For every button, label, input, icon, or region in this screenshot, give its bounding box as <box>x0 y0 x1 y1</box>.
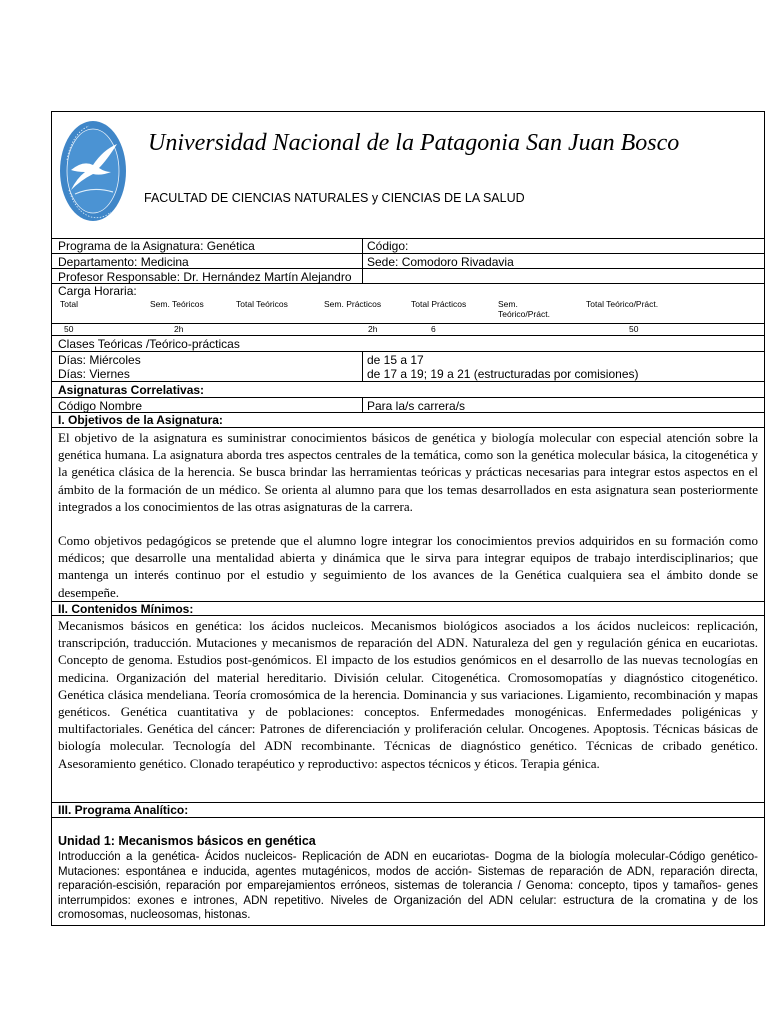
hours-values-row <box>52 324 764 336</box>
programa-body <box>52 818 764 925</box>
albatross-emblem-icon <box>59 120 127 222</box>
document-header <box>52 112 764 239</box>
day-2: Días: Viernes <box>58 367 130 381</box>
syllabus-document <box>51 111 765 926</box>
hours-value: 2h <box>368 324 378 334</box>
info-row-programa <box>52 238 764 254</box>
info-row-carga <box>52 284 764 298</box>
hours-header: Total Prácticos <box>411 299 467 309</box>
correlativas-col-carreras: Para la/s carrera/s <box>367 399 466 413</box>
correlativas-col-codigo: Código Nombre <box>58 399 143 413</box>
hours-header: Total <box>60 299 78 309</box>
codigo-label: Código: <box>367 239 409 253</box>
correlativas-title: Asignaturas Correlativas: <box>58 383 205 397</box>
time-2: de 17 a 19; 19 a 21 (estructuradas por comisiones) <box>367 367 639 381</box>
hours-header: Sem. Teórico/Práct. <box>498 299 550 319</box>
contenidos-body <box>52 616 764 803</box>
objetivos-title: I. Objetivos de la Asignatura: <box>58 413 223 427</box>
objetivos-paragraph-2: Como objetivos pedagógicos se pretende que el alumno logre integrar los conocimientos previos adquiridos en su formación como médicos; que desarrolle una mentalidad abierta y dinámica que le sirva para integrar equipos de trabajo interdisciplinarios; que mantenga un interés continuo por el estudio y seguimiento de los avances de la Genética cualquiera sea el ámbito donde se desempeñe. <box>58 533 758 600</box>
contenidos-paragraph: Mecanismos básicos en genética: los ácidos nucleicos. Mecanismos biológicos asociados a los ácidos nucleicos: replicación, transcripción, traducción. Mutaciones y mecanismos de reparación del ADN. Naturaleza del gen y regulación génica en eucariotas. Concepto de genoma. Estudios post-genómicos. El impacto de los estudios genómicos en el desarrollo de las nuevas tecnologías en medicina. Organización del material hereditario. División celular. Citogenética. Cromosomopatías y diagnóstico citogenético. Genética clásica mendeliana. Teoría cromosómica de la herencia. Dominancia y sus variaciones. Ligamiento, recombinación y mapas genéticos. Genética cuantitativa y de poblaciones: conceptos. Enfermedades monogénicas. Enfermedades poligénicas y multifactoriales. Genética del cáncer: Patrones de diferenciación y proliferación celular. Oncogenes. Apoptosis. Técnicas básicas de biología molecular. Tecnología del ADN recombinante. Técnicas de diagnóstico genético. Técnicas de cribado genético. Asesoramiento genético. Clonado terapéutico y reproductivo: aspectos técnicos y éticos. Terapia génica. <box>58 618 758 771</box>
correlativas-title-row <box>52 382 764 398</box>
day-1: Días: Miércoles <box>58 353 141 367</box>
time-1: de 15 a 17 <box>367 353 424 367</box>
hours-value: 50 <box>64 324 74 334</box>
classes-title: Clases Teóricas /Teórico-prácticas <box>58 337 240 351</box>
university-title: Universidad Nacional de la Patagonia San Juan Bosco <box>148 130 680 156</box>
objetivos-paragraph-1: El objetivo de la asignatura es suministrar conocimientos básicos de genética y biología molecular con especial atención sobre la genética humana. La asignatura aborda tres aspectos centrales de la temática, como son la genética molecular básica, la citogenética y la genética clásica de la herencia. Se busca brindar las herramientas teóricas y prácticas necesarias para integrar estos aspectos en el ámbito de la formación de un médico. Se orienta al alumno para que los temas desarrollados en esta asignatura sean posteriormente integrados a los conocimientos de las otras asignaturas de la carrera. <box>58 430 758 514</box>
hours-header: Total Teórico/Práct. <box>586 299 659 309</box>
programa-title-row <box>52 803 764 818</box>
contenidos-title: II. Contenidos Mínimos: <box>58 602 194 616</box>
classes-title-row <box>52 336 764 352</box>
unidad-1-title: Unidad 1: Mecanismos básicos en genética <box>58 834 316 848</box>
correlativas-columns-row <box>52 398 764 413</box>
hours-header: Total Teóricos <box>236 299 288 309</box>
faculty-name: FACULTAD DE CIENCIAS NATURALES y CIENCIAS DE LA SALUD <box>144 191 525 205</box>
info-row-departamento <box>52 254 764 269</box>
info-row-profesor <box>52 269 764 284</box>
programa-label: Programa de la Asignatura: Genética <box>58 239 255 253</box>
hours-value: 2h <box>174 324 184 334</box>
classes-schedule-row <box>52 352 764 382</box>
hours-header: Sem. Teóricos <box>150 299 204 309</box>
carga-label: Carga Horaria: <box>58 284 137 298</box>
objetivos-body <box>52 428 764 602</box>
programa-analitico-title: III. Programa Analítico: <box>58 803 189 817</box>
hours-header-row <box>52 298 764 324</box>
objetivos-title-row <box>52 413 764 428</box>
hours-value: 50 <box>629 324 639 334</box>
sede-label: Sede: Comodoro Rivadavia <box>367 255 514 269</box>
profesor-label: Profesor Responsable: Dr. Hernández Martín Alejandro <box>58 270 352 284</box>
contenidos-title-row <box>52 602 764 616</box>
hours-header: Sem. Prácticos <box>324 299 382 309</box>
unidad-1-text: Introducción a la genética- Ácidos nucleicos- Replicación de ADN en eucariotas- Dogma de la biología molecular-Código genético- Mutaciones: espontánea e inducida, agentes mutagénicos, modos de acción- Sistemas de reparación de ADN, reparación directa, reparación-escisión, reparación por emparejamientos erróneos, sistemas de tolerancia / Genoma: concepto, tipos y tamaños- genes interrumpidos: exones e intrones, ADN repetitivo. Niveles de Organización del ADN celular: estructura de la cromatina y de los cromosomas, nucleosomas, histonas. <box>58 851 758 922</box>
hours-value: 6 <box>431 324 436 334</box>
departamento-label: Departamento: Medicina <box>58 255 189 269</box>
